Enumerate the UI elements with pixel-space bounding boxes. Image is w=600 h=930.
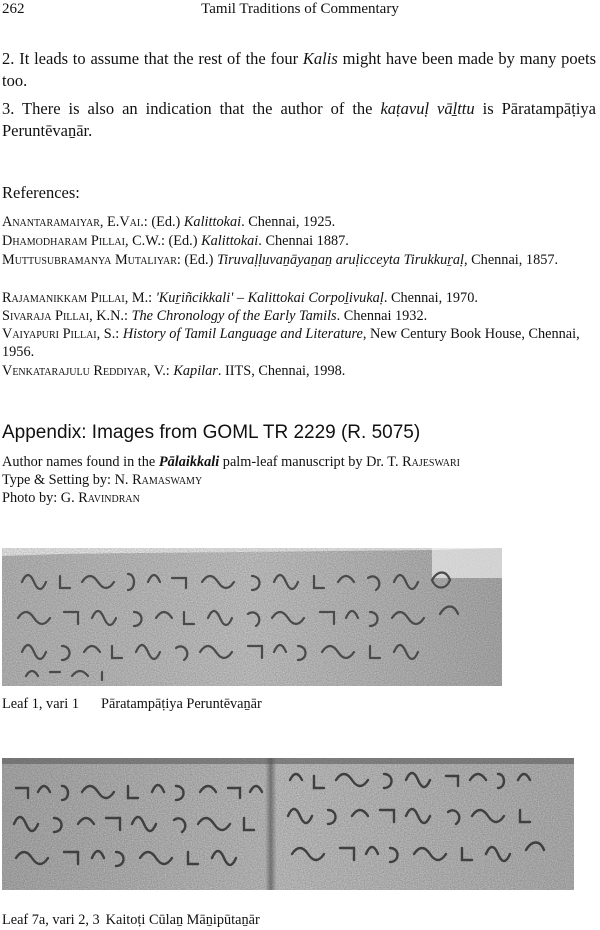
reference-post: . IITS, Chennai, 1998. <box>217 363 346 379</box>
credit-surname: Rajeswari <box>402 454 460 470</box>
leaf-label: Leaf 1, vari 1 <box>2 696 80 712</box>
reference-item <box>2 362 596 380</box>
reference-item <box>2 232 596 250</box>
reference-post: . Chennai, 1925. <box>241 214 336 230</box>
references-heading: References: <box>2 183 80 202</box>
paragraph-3-term: kaṭavuḷ vāḻttu <box>380 99 475 118</box>
reference-pre: (Ed.) <box>180 252 217 268</box>
reference-post: , Chennai, 1857. <box>463 252 559 268</box>
running-head: Tamil Traditions of Commentary <box>201 1 399 17</box>
paragraph-2-text-a: 2. It leads to assume that the rest of the four <box>2 49 303 68</box>
reference-title: Kalittokai <box>201 233 259 249</box>
reference-title: Kapilar <box>173 363 218 379</box>
paragraph-2-term: Kalis <box>302 49 338 68</box>
credit-surname: Ravindran <box>78 490 140 506</box>
reference-item <box>2 213 596 231</box>
reference-author: Vaiyapuri Pillai, S.: <box>2 326 120 342</box>
credit-photo <box>2 489 140 507</box>
reference-author: Dhamodharam Pillai, C.W.: <box>2 233 165 249</box>
reference-title: The Chronology of the Early Tamils <box>131 308 337 324</box>
palm-leaf-image-1 <box>2 548 502 686</box>
reference-title: 'Kuṟiñcikkali' – Kalittokai Corpoḻivukaḷ <box>155 290 384 306</box>
reference-title: Kalittokai <box>183 214 242 230</box>
credit-text: palm-leaf manuscript by Dr. T. <box>219 454 403 470</box>
credit-surname: Ramaswamy <box>132 472 203 488</box>
credit-text: Photo by: G. <box>2 490 79 506</box>
leaf-author-name: Pāratampāṭiya Peruntēvaṉār <box>101 696 262 712</box>
reference-author: Anantaramaiyar, E.Vai.: <box>2 214 148 230</box>
leaf-author-name: Kaitoṭi Cūlaṉ Māṉipūtaṉār <box>105 912 260 928</box>
reference-item <box>2 251 596 269</box>
reference-pre: (Ed.) <box>164 233 202 249</box>
reference-title: History of Tamil Language and Literature <box>122 326 363 342</box>
paragraph-3 <box>2 98 596 142</box>
appendix-title: Appendix: Images from GOML TR 2229 (R. 5075) <box>2 422 421 443</box>
reference-post: . Chennai 1932. <box>336 308 428 324</box>
leaf-caption-2 <box>2 912 260 929</box>
reference-author: Rajamanikkam Pillai, M.: <box>2 290 153 306</box>
leaf-caption-1 <box>2 696 262 713</box>
credit-typesetting <box>2 471 202 489</box>
manuscript-name: Pālaikkali <box>158 454 220 470</box>
reference-pre: (Ed.) <box>147 214 184 230</box>
credit-text: Author names found in the <box>2 454 159 470</box>
reference-title: Tiruvaḷḷuvaṉāyaṉaṉ aruḷicceyta Tirukkuṟaḷ <box>216 252 464 268</box>
reference-post: . Chennai 1887. <box>258 233 349 249</box>
reference-item <box>2 325 596 361</box>
credit-author-names <box>2 453 460 471</box>
reference-post: . Chennai, 1970. <box>383 290 478 306</box>
reference-item <box>2 289 596 307</box>
leaf-label: Leaf 7a, vari 2, 3 <box>2 912 100 928</box>
paragraph-3-text-c: is Pāratampāṭiya Peruntēvaṉār. <box>2 99 596 140</box>
reference-author: Venkatarajulu Reddiyar, V.: <box>2 363 170 379</box>
paragraph-2 <box>2 48 596 92</box>
reference-author: Muttusubramanya Mutaliyar: <box>2 252 181 268</box>
paragraph-2-text-c: might have been made by many poets too. <box>2 49 596 90</box>
reference-author: Sivaraja Pillai, K.N.: <box>2 308 128 324</box>
page-header <box>0 0 600 22</box>
credit-text: Type & Setting by: N. <box>2 472 133 488</box>
reference-post: , New Century Book House, Chennai, 1956. <box>2 326 580 360</box>
paragraph-3-text-a: 3. There is also an indication that the author of the <box>2 99 381 118</box>
palm-leaf-image-2 <box>2 758 574 890</box>
reference-item <box>2 307 596 325</box>
page-number: 262 <box>2 1 25 17</box>
